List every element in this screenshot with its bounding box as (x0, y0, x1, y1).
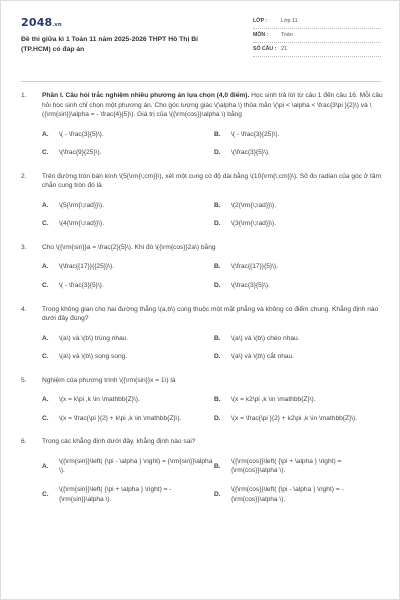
option-letter: A. (42, 130, 49, 138)
question-number: 1. (21, 92, 27, 99)
option-text: \(x = \frac{\pi }{2} + k2\pi ,k \in \mathbb{Z}\). (231, 414, 358, 422)
logo-suffix: .vn (52, 22, 62, 28)
answer-option[interactable] (42, 414, 214, 424)
site-logo[interactable] (21, 15, 62, 31)
answer-option[interactable] (214, 352, 386, 362)
option-text: \(\frac{3}{5}\). (231, 149, 270, 157)
option-letter: A. (42, 462, 49, 470)
option-letter: B. (214, 462, 221, 470)
answer-options (42, 457, 386, 504)
answer-option[interactable] (214, 219, 386, 229)
answer-options (42, 334, 386, 362)
option-letter: C. (42, 220, 49, 228)
answer-option[interactable] (42, 281, 214, 291)
answer-option[interactable] (42, 457, 214, 476)
answer-option[interactable] (42, 130, 214, 140)
question-item (21, 305, 381, 362)
option-letter: B. (214, 130, 221, 138)
answer-option[interactable] (42, 201, 214, 211)
option-letter: C. (42, 149, 49, 157)
answer-options (42, 262, 386, 290)
answer-option[interactable] (42, 262, 214, 272)
option-text: \({\rm{sin}}\left( {\pi + \alpha } \right) = - {\rm{sin}}\alpha \). (59, 486, 172, 503)
question-stem: Cho \({\rm{sin}}a = \frac{2}{5}\). Khi đó \({\rm{cos}}2a\) bằng (42, 243, 216, 251)
answer-option[interactable] (42, 219, 214, 229)
question-number: 5. (21, 376, 27, 384)
question-number: 3. (21, 243, 27, 251)
option-text: \(a\) và \(b\) chéo nhau. (231, 334, 300, 342)
option-letter: B. (214, 396, 221, 404)
answer-options (42, 201, 386, 229)
question-item (21, 437, 381, 504)
page-header (21, 13, 381, 73)
answer-option[interactable] (214, 262, 386, 272)
question-number: 4. (21, 305, 27, 313)
question-item (21, 376, 381, 424)
answer-option[interactable] (214, 201, 386, 211)
meta-row (253, 15, 381, 29)
option-letter: A. (42, 334, 49, 342)
meta-label: LỚP : (253, 17, 268, 24)
question-number: 6. (21, 438, 27, 446)
header-divider (21, 81, 381, 82)
meta-row (253, 43, 381, 57)
answer-option[interactable] (42, 395, 214, 405)
answer-option[interactable] (214, 485, 386, 504)
option-text: \(\frac{3}{5}\). (231, 282, 270, 290)
option-text: \(x = k\pi ,k \in \mathbb{Z}\). (59, 396, 140, 404)
option-letter: A. (42, 263, 49, 271)
option-text: \(2{\rm{\;rad}}\). (231, 201, 277, 209)
option-text: \(5{\rm{\;rad}}\). (59, 201, 105, 209)
option-text: \( - \frac{3}{25}\). (231, 130, 280, 138)
answer-option[interactable] (214, 148, 386, 158)
option-text: \( - \frac{3}{5}\). (59, 130, 104, 138)
answer-option[interactable] (214, 334, 386, 344)
question-item (21, 91, 381, 158)
option-text: \(a\) và \(b\) trùng nhau. (59, 334, 129, 342)
question-text (42, 305, 386, 324)
option-text: \(3{\rm{\;rad}}\). (231, 220, 277, 228)
question-list (21, 91, 381, 518)
answer-option[interactable] (42, 485, 214, 504)
question-item (21, 243, 381, 291)
question-number: 2. (21, 172, 27, 180)
option-text: \(a\) và \(b\) cắt nhau. (231, 353, 295, 361)
question-stem: Nghiệm của phương trình \({\rm{sin}}x = 1\) là (42, 376, 176, 384)
question-text (42, 91, 386, 120)
meta-row (253, 29, 381, 43)
option-text: \({\rm{cos}}\left( {\pi - \alpha } \right) = - {\rm{cos}}\alpha \). (231, 486, 344, 503)
logo-main: 2048 (21, 16, 53, 29)
meta-label: MÔN : (253, 31, 269, 38)
answer-option[interactable] (214, 281, 386, 291)
answer-options (42, 130, 386, 158)
option-text: \(x = k2\pi ,k \in \mathbb{Z}\). (231, 396, 316, 404)
option-letter: D. (214, 220, 221, 228)
question-stem: Trên đường tròn bán kính \(5{\rm{\;cm}}\), xét một cung có độ dài bằng \(10{\rm{\;cm}}\). Số đo radian của góc ở tâm chắn cung tròn đó là (42, 172, 382, 190)
answer-options (42, 395, 386, 423)
option-text: \({\rm{sin}}\left( {\pi - \alpha } \right) = {\rm{sin}}\alpha \). (59, 457, 213, 475)
exam-meta (253, 15, 381, 57)
answer-option[interactable] (214, 130, 386, 140)
question-text (42, 243, 386, 253)
option-letter: D. (214, 490, 221, 498)
option-letter: C. (42, 282, 49, 290)
question-text (42, 376, 386, 386)
question-stem: Trong không gian cho hai đường thẳng \(a,b\) cùng thuộc một mặt phẳng và không có điểm chung. Khẳng định nào dưới đây đúng? (42, 305, 379, 323)
meta-value: Toán (281, 31, 293, 38)
option-letter: A. (42, 201, 49, 209)
option-text: \(x = \frac{\pi }{2} + k\pi ,k \in \mathbb{Z}\). (59, 414, 182, 422)
document-title: Đề thi giữa kì 1 Toán 11 năm 2025-2026 THPT Hồ Thị Bi (TP.HCM) có đáp án (21, 36, 199, 54)
answer-option[interactable] (214, 414, 386, 424)
option-text: \(\frac{{17}}{{25}}\). (59, 263, 114, 271)
question-text (42, 172, 386, 191)
option-letter: C. (42, 353, 49, 361)
question-stem: Trong các khẳng định dưới đây, khẳng định nào sai? (42, 438, 196, 446)
option-letter: B. (214, 334, 221, 342)
option-letter: B. (214, 263, 221, 271)
option-letter: D. (214, 414, 221, 422)
option-text: \(4{\rm{\;rad}}\). (59, 220, 105, 228)
question-stem: Học sinh trả lời từ câu 1 đến câu 16. Mỗi câu hỏi học sinh chỉ chọn một phương án. Cho góc lượng giác \(\alpha \) thỏa mãn \(\pi < \alpha < \frac{3\pi }{2}\) và \({\rm{sin}}\alpha = - \frac{4}{5}\). Giá trị của \({\rm{cos}}\alpha \) bằng (42, 92, 383, 119)
meta-value: Lớp 11 (281, 17, 298, 24)
option-text: \(\frac{{17}}{5}\). (231, 263, 278, 271)
answer-option[interactable] (42, 334, 214, 344)
answer-option[interactable] (214, 457, 386, 476)
meta-label: SỐ CÂU : (253, 45, 277, 52)
option-letter: B. (214, 201, 221, 209)
option-letter: A. (42, 396, 49, 404)
meta-value: 21 (281, 45, 287, 52)
option-text: \({\rm{cos}}\left( {\pi + \alpha } \right) = {\rm{cos}}\alpha \). (231, 457, 342, 475)
question-section-heading: Phần I. Câu hỏi trắc nghiệm nhiều phương án lựa chọn (4,0 điểm). (42, 92, 250, 99)
option-letter: D. (214, 353, 221, 361)
option-text: \( - \frac{3}{5}\). (59, 282, 104, 290)
option-text: \(a\) và \(b\) song song. (59, 353, 128, 361)
option-letter: C. (42, 414, 49, 422)
option-text: \(\frac{9}{25}\). (59, 149, 102, 157)
option-letter: D. (214, 282, 221, 290)
question-item (21, 172, 381, 229)
answer-option[interactable] (214, 395, 386, 405)
option-letter: C. (42, 490, 49, 498)
answer-option[interactable] (42, 352, 214, 362)
question-text (42, 437, 386, 447)
option-letter: D. (214, 149, 221, 157)
answer-option[interactable] (42, 148, 214, 158)
